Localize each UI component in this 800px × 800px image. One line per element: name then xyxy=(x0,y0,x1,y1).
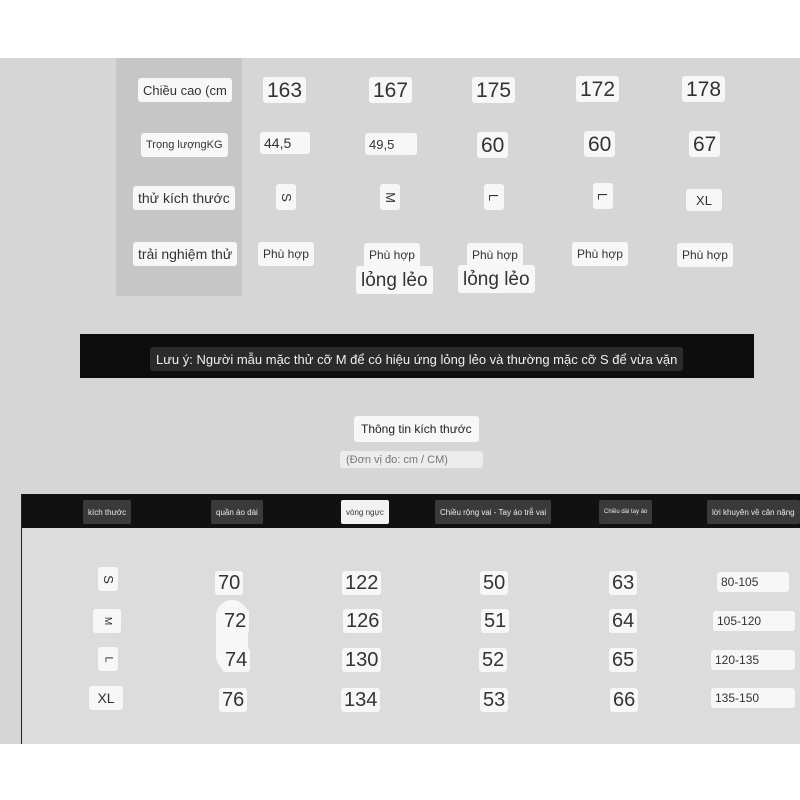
loose-note: lỏng lẻo xyxy=(458,265,535,293)
size-letter: M xyxy=(102,616,113,626)
chest-cell: 122 xyxy=(342,571,381,595)
try-size-tag xyxy=(686,189,722,211)
size-letter: L xyxy=(595,192,611,200)
chest-cell: 126 xyxy=(343,609,382,633)
size-letter: S xyxy=(278,192,294,202)
length-cell: 72 xyxy=(221,609,249,633)
fit-label: Phù hợp xyxy=(677,243,733,267)
fit-label: Phù hợp xyxy=(467,243,523,267)
length-cell: 76 xyxy=(219,688,247,712)
height-value: 175 xyxy=(472,77,515,103)
weight-value: 60 xyxy=(477,132,508,158)
label-weight: Trọng lượngKG xyxy=(141,133,228,157)
size-letter: L xyxy=(486,193,502,201)
weight-value: 60 xyxy=(584,131,615,157)
table-left-border xyxy=(21,494,22,744)
try-size-tag xyxy=(593,183,613,209)
header-size: kích thước xyxy=(83,500,131,524)
try-size-tag xyxy=(380,184,400,210)
shoulder-cell: 50 xyxy=(480,571,508,595)
shoulder-cell: 52 xyxy=(479,648,507,672)
size-letter: S xyxy=(100,574,116,584)
size-table-header xyxy=(22,494,800,528)
header-length: quần áo dài xyxy=(211,500,263,524)
height-value: 167 xyxy=(369,77,412,103)
weight-advice-cell: 80-105 xyxy=(717,572,789,592)
header-chest: vòng ngực xyxy=(341,500,389,524)
size-info-title: Thông tin kích thước xyxy=(354,416,479,442)
length-cell: 74 xyxy=(222,648,250,672)
weight-advice-cell: 135-150 xyxy=(711,688,795,708)
loose-note: lỏng lẻo xyxy=(356,266,433,294)
weight-advice-cell: 105-120 xyxy=(713,611,795,631)
try-size-tag xyxy=(484,184,504,210)
header-sleeve: Chiều dài tay áo xyxy=(599,500,652,524)
sleeve-cell: 63 xyxy=(609,571,637,595)
label-try-experience: trải nghiệm thử xyxy=(133,242,237,266)
shoulder-cell: 53 xyxy=(480,688,508,712)
label-height: Chiều cao (cm xyxy=(138,78,232,102)
size-cell: XL xyxy=(89,686,123,710)
try-size-tag xyxy=(276,184,296,210)
chest-cell: 134 xyxy=(341,688,380,712)
weight-value: 67 xyxy=(689,131,720,157)
header-weight-advice: lời khuyên về cân nặng xyxy=(707,500,800,524)
sleeve-cell: 64 xyxy=(609,609,637,633)
sleeve-cell: 65 xyxy=(609,648,637,672)
header-shoulder: Chiều rộng vai - Tay áo trễ vai xyxy=(435,500,551,524)
chest-cell: 130 xyxy=(342,648,381,672)
length-cell: 70 xyxy=(215,571,243,595)
weight-value: 44,5 xyxy=(260,132,310,154)
fit-label: Phù hợp xyxy=(572,242,628,266)
fit-label: Phù hợp xyxy=(364,243,420,267)
size-letter: L xyxy=(102,655,115,663)
weight-advice-cell: 120-135 xyxy=(711,650,795,670)
size-table-body xyxy=(22,528,800,744)
size-info-unit: (Đơn vị đo: cm / CM) xyxy=(340,451,483,468)
size-letter: M xyxy=(382,191,398,203)
fit-label: Phù hợp xyxy=(258,242,314,266)
notice-text: Lưu ý: Người mẫu mặc thử cỡ M để có hiệu ứng lỏng lẻo và thường mặc cỡ S để vừa vặn xyxy=(150,347,683,371)
label-try-size: thử kích thước xyxy=(133,186,235,210)
size-cell xyxy=(98,647,118,671)
height-value: 172 xyxy=(576,76,619,102)
sleeve-cell: 66 xyxy=(610,688,638,712)
size-cell xyxy=(98,567,118,591)
size-cell xyxy=(93,609,121,633)
shoulder-cell: 51 xyxy=(481,609,509,633)
height-value: 163 xyxy=(263,77,306,103)
height-value: 178 xyxy=(682,76,725,102)
size-letter: XL xyxy=(696,192,712,208)
weight-value: 49,5 xyxy=(365,133,417,155)
